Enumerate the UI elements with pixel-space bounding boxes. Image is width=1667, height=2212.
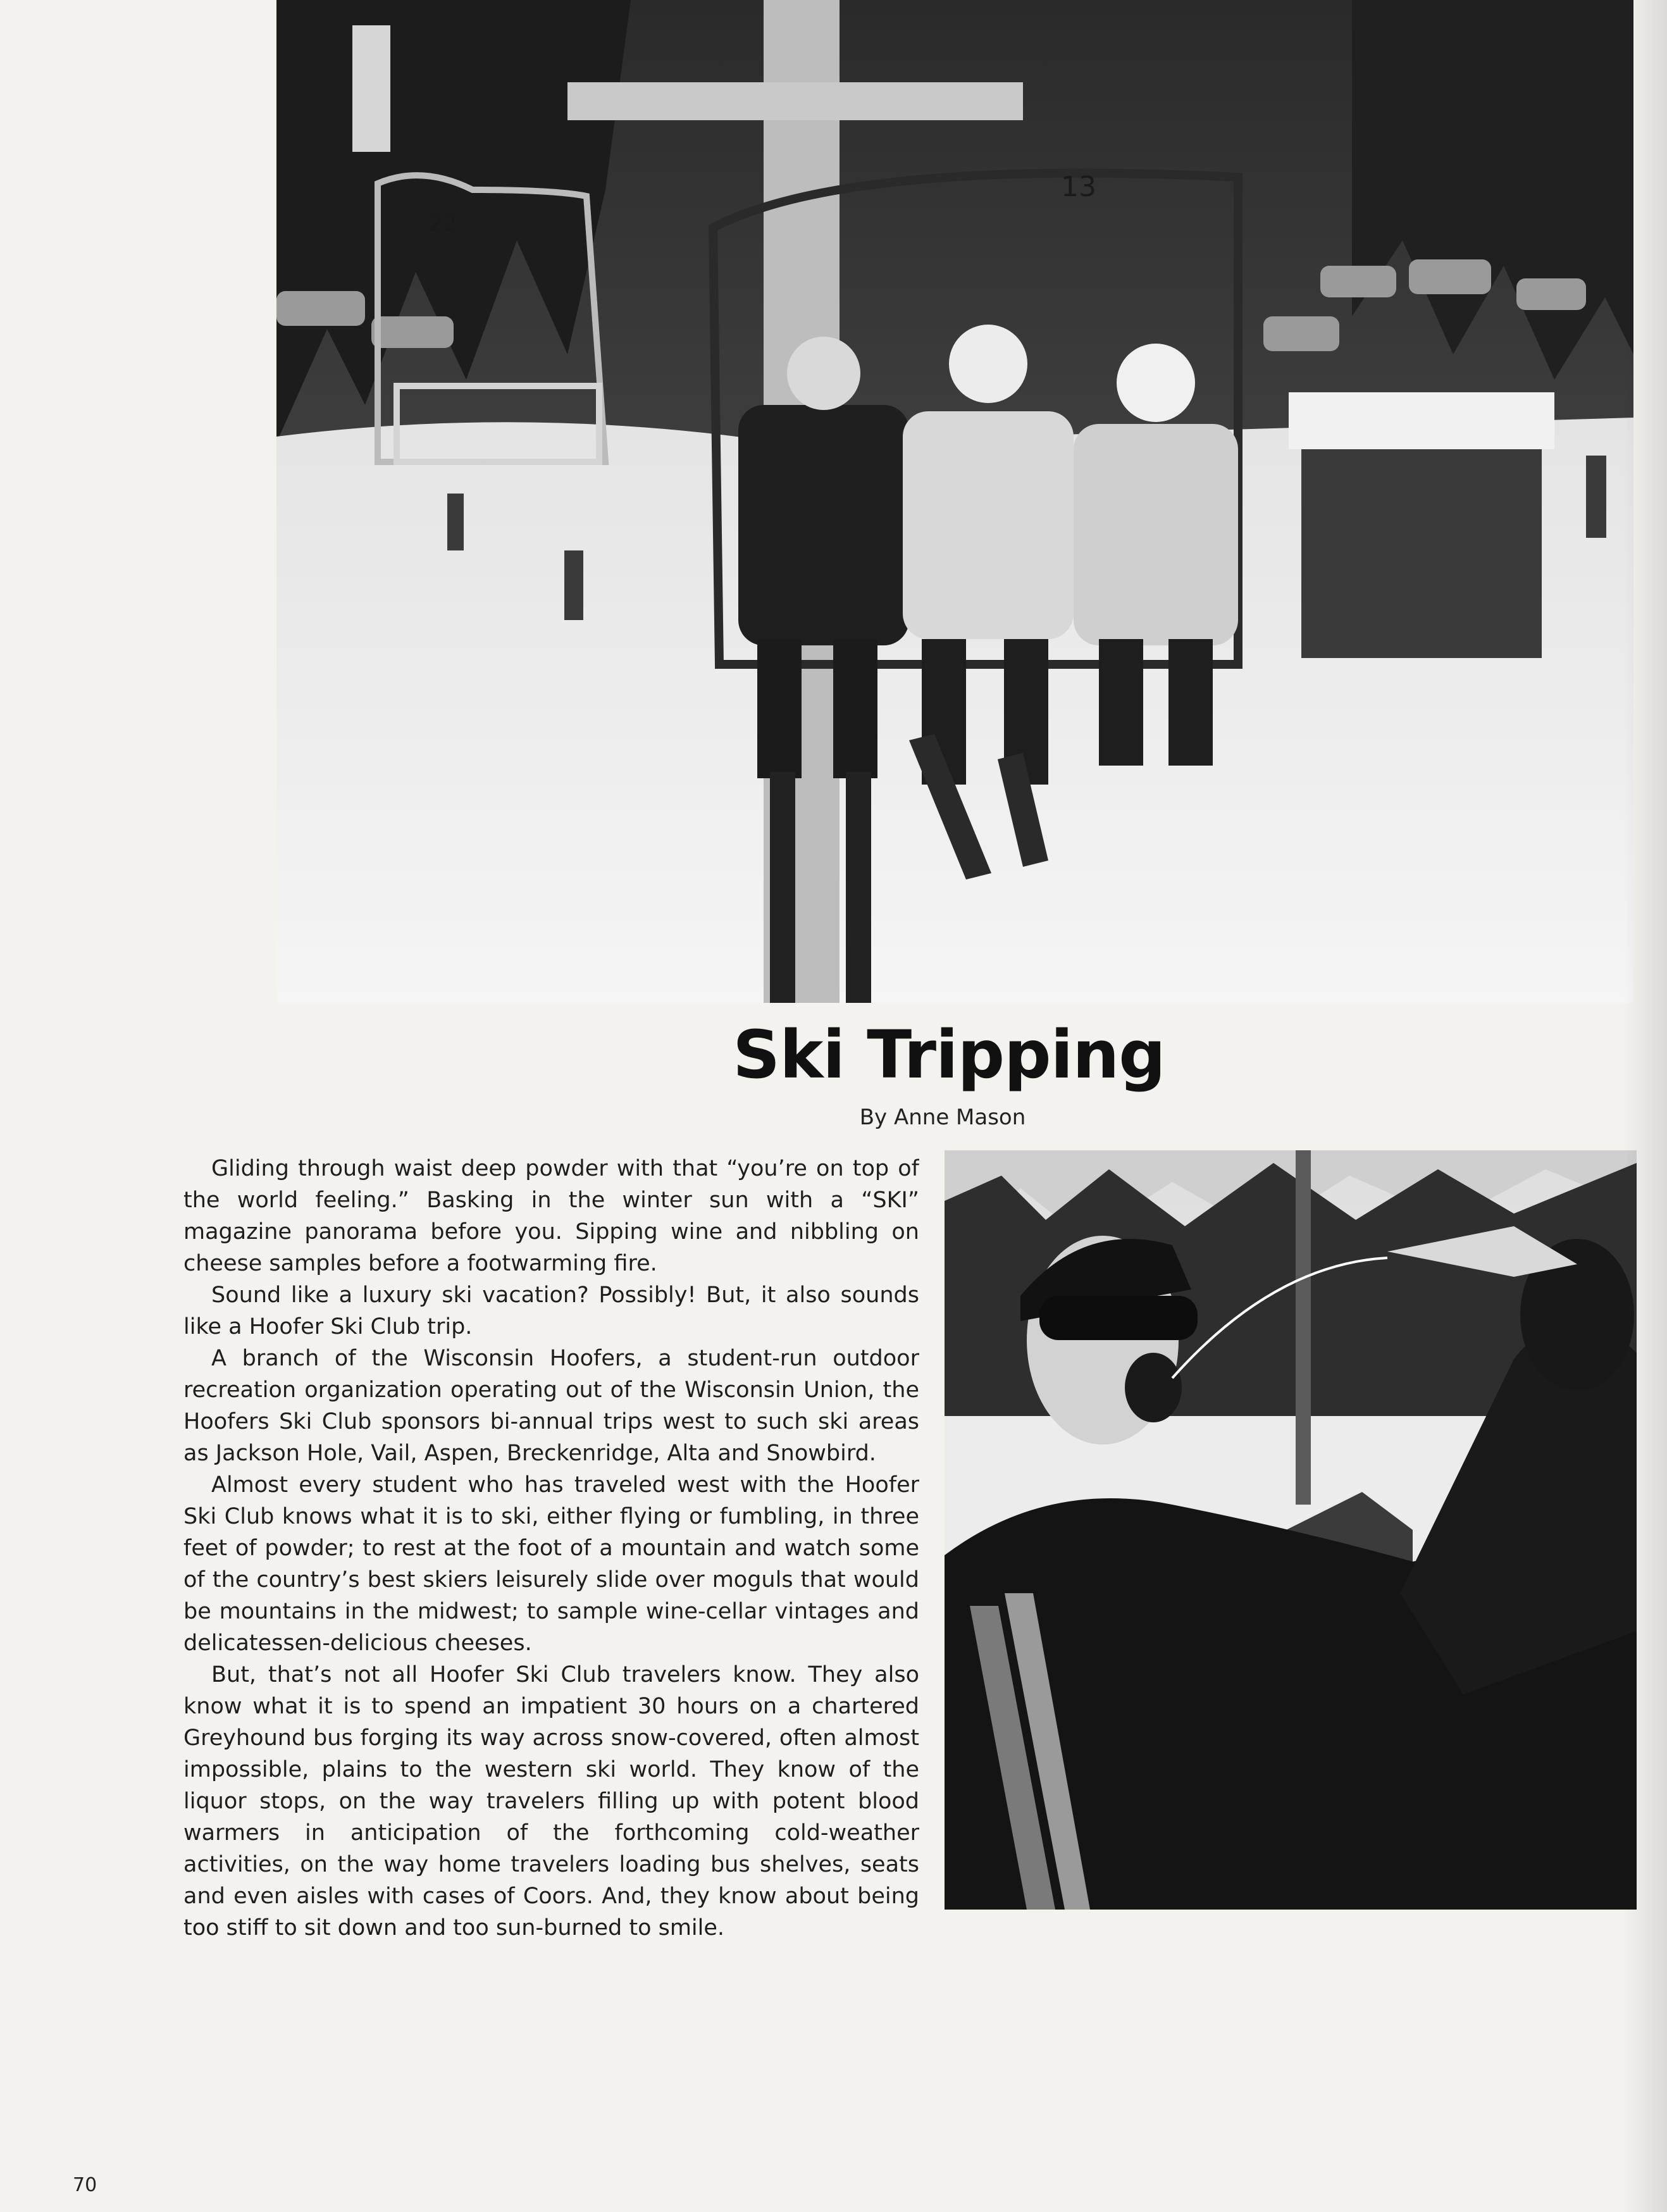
chair-number-right: 13 xyxy=(1061,171,1096,203)
page-number: 70 xyxy=(73,2174,97,2196)
article-byline: By Anne Mason xyxy=(859,1105,1026,1130)
article-paragraph: Gliding through waist deep powder with that “you’re on top of the world feeling.” Basking in the winter sun with a “SKI” magazine panorama before you. Sipping wine and nibbling on cheese samples before a footwarming fire. xyxy=(183,1156,919,1276)
skier-drinking-photo-art xyxy=(945,1150,1637,1910)
article-paragraph: A branch of the Wisconsin Hoofers, a student-run outdoor recreation organization operating out of the Wisconsin Union, the Hoofers Ski Club sponsors bi-annual trips west to such ski areas as Jackson Hole, Vail, Aspen, Breckenridge, Alta and Snowbird. xyxy=(183,1346,919,1466)
article-body xyxy=(183,1153,919,2039)
chairlift-photo-art xyxy=(276,0,1633,1003)
chairlift-photo xyxy=(276,0,1633,1003)
page-gutter-shadow xyxy=(1623,0,1667,2212)
article-title: Ski Tripping xyxy=(733,1016,1165,1093)
article-paragraph: But, that’s not all Hoofer Ski Club travelers know. They also know what it is to spend an impatient 30 hours on a chartered Greyhound bus forging its way across snow-covered, often almost impossible, plains to the western ski world. They know of the liquor stops, on the way travelers filling up with potent blood warmers in anticipation of the forthcoming cold-weather activities, on the way home travelers loading bus shelves, seats and even aisles with cases of Coors. And, they know about being too stiff to sit down and too sun-burned to smile. xyxy=(183,1662,919,1941)
article-paragraph: Almost every student who has traveled west with the Hoofer Ski Club knows what it is to ski, either flying or fumbling, in three feet of powder; to rest at the foot of a mountain and watch some of the country’s best skiers leisurely slide over moguls that would be mountains in the midwest; to sample wine-cellar vintages and delicatessen-delicious cheeses. xyxy=(183,1472,919,1656)
article-paragraph: Sound like a luxury ski vacation? Possibly! But, it also sounds like a Hoofer Ski Club trip. xyxy=(183,1283,919,1339)
skier-drinking-photo xyxy=(945,1150,1637,1910)
chair-number-left: 22 xyxy=(428,211,457,237)
